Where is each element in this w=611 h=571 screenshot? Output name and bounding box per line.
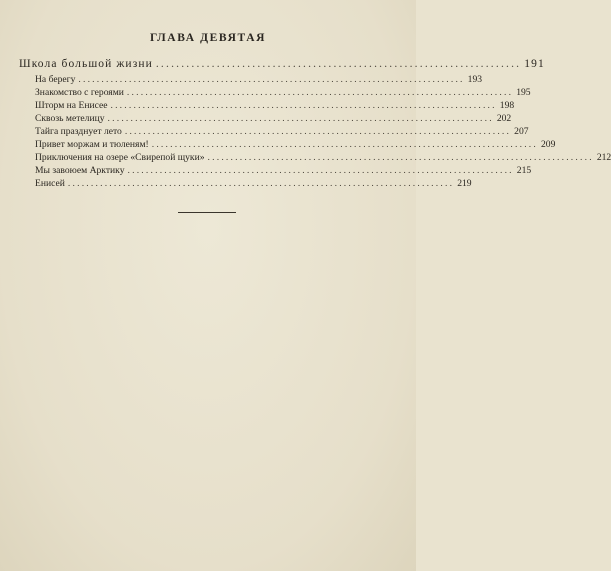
toc-entry-page: 195 xyxy=(516,87,531,98)
toc-entry xyxy=(35,152,611,163)
toc-entry-title: Знакомство с героями xyxy=(35,87,124,98)
dot-leader: .................................................................................... xyxy=(127,165,514,176)
toc-entry-title: Школа большой жизни xyxy=(19,58,153,70)
toc-main-entry xyxy=(19,58,545,70)
toc-entry xyxy=(35,113,512,124)
toc-entry xyxy=(35,100,515,111)
toc-entry-page: 209 xyxy=(541,139,556,150)
toc-entry-page: 207 xyxy=(514,126,529,137)
toc-entry-page: 191 xyxy=(524,58,545,70)
chapter-heading: ГЛАВА ДЕВЯТАЯ xyxy=(149,32,267,44)
dot-leader: .................................................................................... xyxy=(126,87,514,98)
toc-entry-page: 198 xyxy=(499,100,515,111)
dot-leader: .................................................................................... xyxy=(110,100,497,111)
dot-leader: .................................................................................... xyxy=(67,178,455,189)
toc-entry-page: 219 xyxy=(457,178,472,189)
toc-entry-title: Сквозь метелицу xyxy=(35,113,105,124)
toc-entry-title: Шторм на Енисее xyxy=(35,100,108,111)
dot-leader: ........................................................................ xyxy=(155,58,522,70)
toc-entry-title: На берегу xyxy=(35,74,76,85)
toc-entry-page: 202 xyxy=(496,113,512,124)
dot-leader: .................................................................................... xyxy=(78,74,465,85)
toc-entry-title: Мы завоюем Арктику xyxy=(35,165,125,176)
toc-entry-page: 212 xyxy=(596,152,611,163)
toc-entry xyxy=(35,165,532,176)
toc-entry xyxy=(35,87,531,98)
toc-entry-page: 215 xyxy=(516,165,532,176)
toc-entry-title: Тайга празднует лето xyxy=(35,126,122,137)
toc-entry xyxy=(35,139,556,150)
toc-entry-title: Енисей xyxy=(35,178,65,189)
toc-entry-page: 193 xyxy=(467,74,483,85)
toc-entry-title: Приключения на озере «Свирепой щуки» xyxy=(35,152,205,163)
dot-leader: .................................................................................... xyxy=(107,113,494,124)
toc-entry-title: Привет моржам и тюленям! xyxy=(35,139,149,150)
dot-leader: .................................................................................... xyxy=(151,139,538,150)
toc-entry xyxy=(35,126,529,137)
dot-leader: .................................................................................... xyxy=(207,152,594,163)
toc-entry xyxy=(35,178,472,189)
toc-entry xyxy=(35,74,483,85)
dot-leader: .................................................................................... xyxy=(124,126,512,137)
section-divider xyxy=(178,212,236,213)
